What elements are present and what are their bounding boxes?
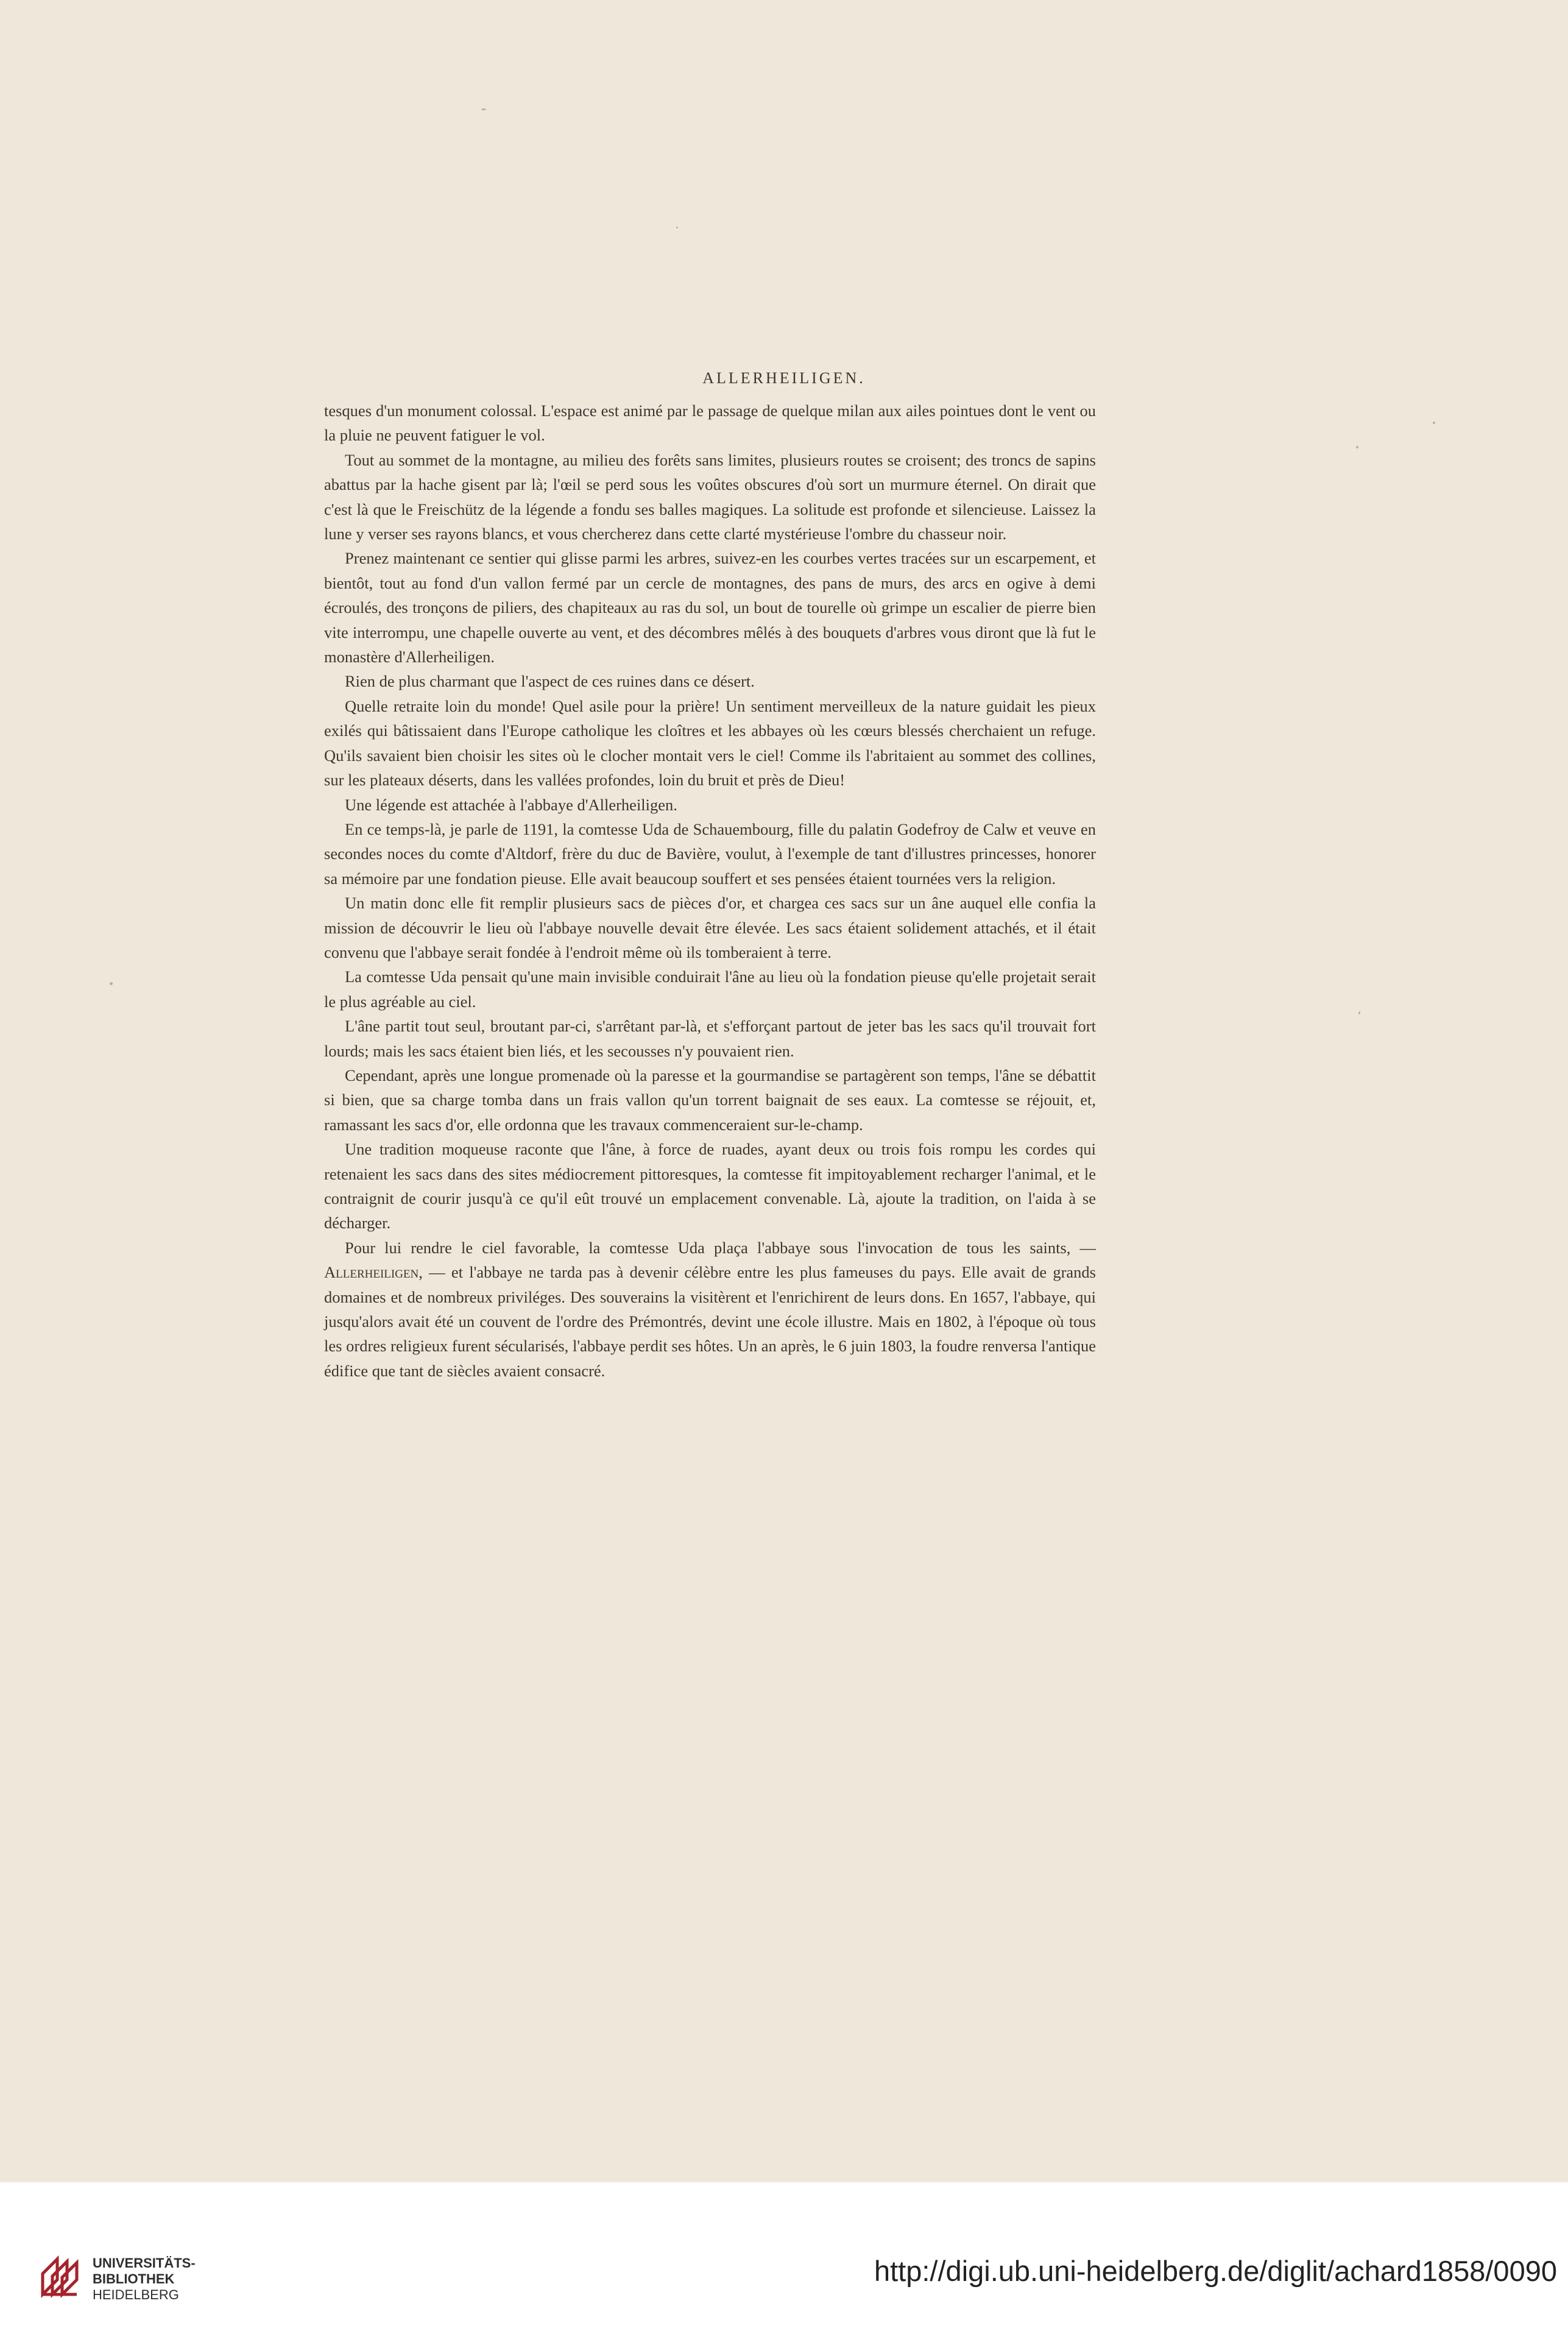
running-head: ALLERHEILIGEN. (702, 369, 866, 387)
paper-speck (481, 108, 486, 110)
paragraph-text: , — et l'abbaye ne tarda pas à devenir célèbre entre les plus fameuses du pays. Elle avait de grands domaines et de nombreux priviléges. Des souverains la visitèrent et l'enrichirent de leurs dons. En 1657, l'abbaye, qui jusqu'alors avait été un couvent de l'ordre des Prémontrés, devint une école illustre. Mais en 1802, à l'époque où tous les ordres religieux furent sécularisés, l'abbaye perdit ses hôtes. Un an après, le 6 juin 1803, la foudre renversa l'antique édifice que tant de siècles avaient consacré. (324, 1263, 1096, 1380)
paragraph: Prenez maintenant ce sentier qui glisse parmi les arbres, suivez-en les courbes vertes tracées sur un escarpement, et bientôt, tout au fond d'un vallon fermé par un cercle de montagnes, des pans de murs, des arcs en ogive à demi écroulés, des tronçons de piliers, des chapiteaux au ras du sol, un bout de tourelle où grimpe un escalier de pierre bien vite interrompu, une chapelle ouverte au vent, et des décombres mêlés à des bouquets d'arbres vous diront que là fut le monastère d'Allerheiligen. (324, 549, 1096, 667)
paragraph: Cependant, après une longue promenade où la paresse et la gourmandise se partagèrent son temps, l'âne se débattit si bien, que sa charge tomba dans un frais vallon qu'un torrent baignait de ses eaux. La comtesse se réjouit, et, ramassant les sacs d'or, elle ordonna que les travaux commenceraient sur-le-champ. (324, 1066, 1096, 1134)
paragraph: En ce temps-là, je parle de 1191, la comtesse Uda de Schauembourg, fille du palatin Godefroy de Calw et veuve en secondes noces du comte d'Altdorf, frère du duc de Bavière, voulut, à l'exemple de tant d'illustres princesses, honorer sa mémoire par une fondation pieuse. Elle avait beaucoup souffert et ses pensées étaient tournées vers la religion. (324, 819, 1096, 888)
paragraph: Un matin donc elle fit remplir plusieurs sacs de pièces d'or, et chargea ces sacs sur un âne auquel elle confia la mission de découvrir le lieu où l'abbaye nouvelle devait être élevée. Les sacs étaient solidement attachés, et il était convenu que l'abbaye serait fondée à l'endroit même où ils tomberaient à terre. (324, 894, 1096, 961)
library-logo-icon (39, 2252, 83, 2298)
source-url-link[interactable]: http://digi.ub.uni-heidelberg.de/diglit/achard1858/0090 (874, 2255, 1557, 2287)
library-name (93, 2255, 196, 2303)
paper-speck (1358, 1011, 1360, 1014)
paper-speck (1433, 422, 1435, 424)
paper-speck (1356, 446, 1358, 448)
paragraph: Une tradition moqueuse raconte que l'âne, à force de ruades, ayant deux ou trois fois rompu les cordes qui retenaient les sacs dans des sites médiocrement pittoresques, la comtesse fit impitoyablement recharger l'animal, et le contraignit de courir jusqu'à ce qu'il eût trouvé un emplacement convenable. Là, ajoute la tradition, on l'aida à se décharger. (324, 1140, 1096, 1232)
paragraph: tesques d'un monument colossal. L'espace est animé par le passage de quelque milan aux ailes pointues dont le vent ou la pluie ne peuvent fatiguer le vol. (324, 401, 1096, 445)
body-text (324, 398, 1096, 1383)
paper-speck (676, 227, 678, 228)
library-name-line: UNIVERSITÄTS- (93, 2255, 196, 2271)
paragraph: La comtesse Uda pensait qu'une main invisible conduirait l'âne au lieu où la fondation pieuse qu'elle projetait serait le plus agréable au ciel. (324, 967, 1096, 1011)
library-name-line: BIBLIOTHEK (93, 2271, 175, 2286)
paper-speck (110, 982, 113, 985)
paragraph: Une légende est attachée à l'abbaye d'Allerheiligen. (345, 795, 677, 814)
library-name-line: HEIDELBERG (93, 2287, 179, 2302)
paragraph-text: Pour lui rendre le ciel favorable, la comtesse Uda plaça l'abbaye sous l'invocation de tous les saints, — (345, 1238, 1096, 1257)
paragraph: Tout au sommet de la montagne, au milieu des forêts sans limites, plusieurs routes se croisent; des troncs de sapins abattus par la hache gisent par là; l'œil se perd sous les voûtes obscures d'où sort un murmure éternel. On dirait que c'est là que le Freischütz de la légende a fondu ses balles magiques. La solitude est profonde et silencieuse. Laissez la lune y verser ses rayons blancs, et vous chercherez dans cette clarté mystérieuse l'ombre du chasseur noir. (324, 450, 1096, 543)
paragraph-last (324, 1236, 1096, 1383)
paragraph: L'âne partit tout seul, broutant par-ci, s'arrêtant par-là, et s'efforçant partout de jeter bas les sacs qu'il trouvait fort lourds; mais les sacs étaient bien liés, et les secousses n'y pouvaient rien. (324, 1017, 1096, 1060)
small-caps-name: Allerheiligen (324, 1263, 419, 1282)
paragraph: Quelle retraite loin du monde! Quel asile pour la prière! Un sentiment merveilleux de la nature guidait les pieux exilés qui bâtissaient dans l'Europe catholique les cloîtres et les abbayes où les cœurs blessés cherchaient un refuge. Qu'ils savaient bien choisir les sites où le clocher montait vers le ciel! Comme ils l'abritaient au sommet des collines, sur les plateaux déserts, dans les vallées profondes, loin du bruit et près de Dieu! (324, 696, 1096, 790)
paragraph: Rien de plus charmant que l'aspect de ces ruines dans ce désert. (345, 672, 755, 691)
